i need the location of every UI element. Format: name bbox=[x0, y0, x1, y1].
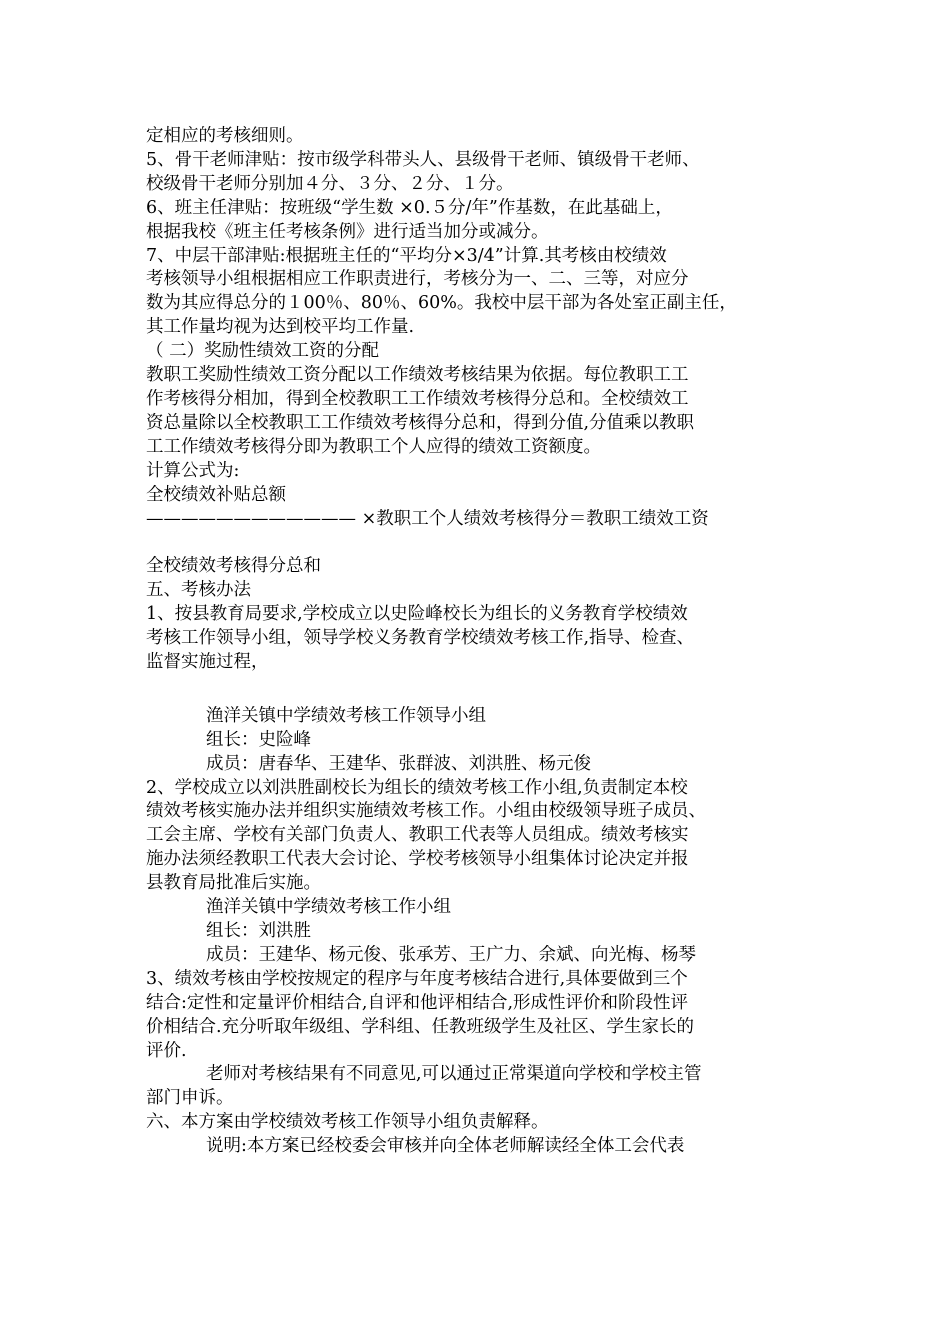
group-leader: 组长：史险峰 bbox=[206, 729, 311, 750]
text-line: 考核工作领导小组，领导学校义务教育学校绩效考核工作,指导、检查、 bbox=[146, 628, 695, 649]
text-line: 考核领导小组根据相应工作职责进行，考核分为一、二、三等，对应分 bbox=[146, 269, 689, 290]
text-line: 评价. bbox=[146, 1040, 187, 1061]
text-line: 价相结合.充分听取年级组、学科组、任教班级学生及社区、学生家长的 bbox=[146, 1016, 695, 1037]
group-members: 成员：唐春华、王建华、张群波、刘洪胜、杨元俊 bbox=[206, 753, 591, 774]
document-body bbox=[146, 125, 816, 1159]
group-members: 成员：王建华、杨元俊、张承芳、王广力、余斌、向光梅、杨琴 bbox=[206, 944, 696, 965]
text-line: 5、骨干老师津贴：按市级学科带头人、县级骨干老师、镇级骨干老师、 bbox=[146, 149, 700, 170]
text-line: 教职工奖励性绩效工资分配以工作绩效考核结果为依据。每位教职工工 bbox=[146, 365, 689, 386]
text-line: 2、学校成立以刘洪胜副校长为组长的绩效考核工作小组,负责制定本校 bbox=[146, 777, 688, 798]
text-line: 其工作量均视为达到校平均工作量. bbox=[146, 317, 415, 338]
text-line: 校级骨干老师分别加４分、３分、２分、１分。 bbox=[146, 173, 514, 194]
text-line: 6、班主任津贴：按班级“学生数 ×0.５分/年”作基数，在此基础上， bbox=[146, 197, 673, 218]
text-line: 工会主席、学校有关部门负责人、教职工代表等人员组成。绩效考核实 bbox=[146, 825, 689, 846]
text-line: 县教育局批准后实施。 bbox=[146, 873, 321, 894]
text-line: 定相应的考核细则。 bbox=[146, 126, 304, 146]
section-heading: 六、本方案由学校绩效考核工作领导小组负责解释。 bbox=[146, 1112, 549, 1133]
text-line: 资总量除以全校教职工工作绩效考核得分总和，得到分值,分值乘以教职 bbox=[146, 412, 695, 433]
text-line: 根据我校《班主任考核条例》进行适当加分或减分。 bbox=[146, 221, 549, 242]
group-title: 渔洋关镇中学绩效考核工作领导小组 bbox=[206, 705, 486, 726]
text-line: 结合:定性和定量评价相结合,自评和他评相结合,形成性评价和阶段性评 bbox=[146, 992, 689, 1013]
text-line: 老师对考核结果有不同意见,可以通过正常渠道向学校和学校主管 bbox=[206, 1064, 702, 1085]
text-line: 施办法须经教职工代表大会讨论、学校考核领导小组集体讨论决定并报 bbox=[146, 849, 689, 870]
note-line: 说明:本方案已经校委会审核并向全体老师解读经全体工会代表 bbox=[206, 1136, 685, 1157]
section-heading: （ 二）奖励性绩效工资的分配 bbox=[146, 341, 380, 362]
text-line: 部门申诉。 bbox=[146, 1088, 234, 1109]
text-line: 3、绩效考核由学校按规定的程序与年度考核结合进行,具体要做到三个 bbox=[146, 968, 688, 989]
formula-numerator: 全校绩效补贴总额 bbox=[146, 484, 286, 505]
spacer bbox=[146, 531, 816, 555]
group-title: 渔洋关镇中学绩效考核工作小组 bbox=[206, 897, 451, 918]
text-line: 数为其应得总分的１00％、80％、60%。我校中层干部为各处室正副主任， bbox=[146, 293, 737, 314]
section-heading: 五、考核办法 bbox=[146, 580, 251, 601]
spacer bbox=[146, 675, 816, 705]
text-line: 工工作绩效考核得分即为教职工个人应得的绩效工资额度。 bbox=[146, 436, 601, 457]
formula-fraction-line: ———————————— ×教职工个人绩效考核得分＝教职工绩效工资 bbox=[146, 508, 709, 529]
text-line: 作考核得分相加，得到全校教职工工作绩效考核得分总和。全校绩效工 bbox=[146, 388, 689, 409]
text-line: 监督实施过程， bbox=[146, 651, 269, 672]
formula-label: 计算公式为: bbox=[146, 460, 240, 481]
text-line: 7、中层干部津贴:根据班主任的“平均分×3/4”计算.其考核由校绩效 bbox=[146, 245, 667, 266]
text-line: 绩效考核实施办法并组织实施绩效考核工作。小组由校级领导班子成员、 bbox=[146, 801, 706, 822]
group-leader: 组长：刘洪胜 bbox=[206, 920, 311, 941]
text-line: 1、按县教育局要求,学校成立以史险峰校长为组长的义务教育学校绩效 bbox=[146, 604, 688, 625]
formula-denominator: 全校绩效考核得分总和 bbox=[146, 556, 321, 577]
